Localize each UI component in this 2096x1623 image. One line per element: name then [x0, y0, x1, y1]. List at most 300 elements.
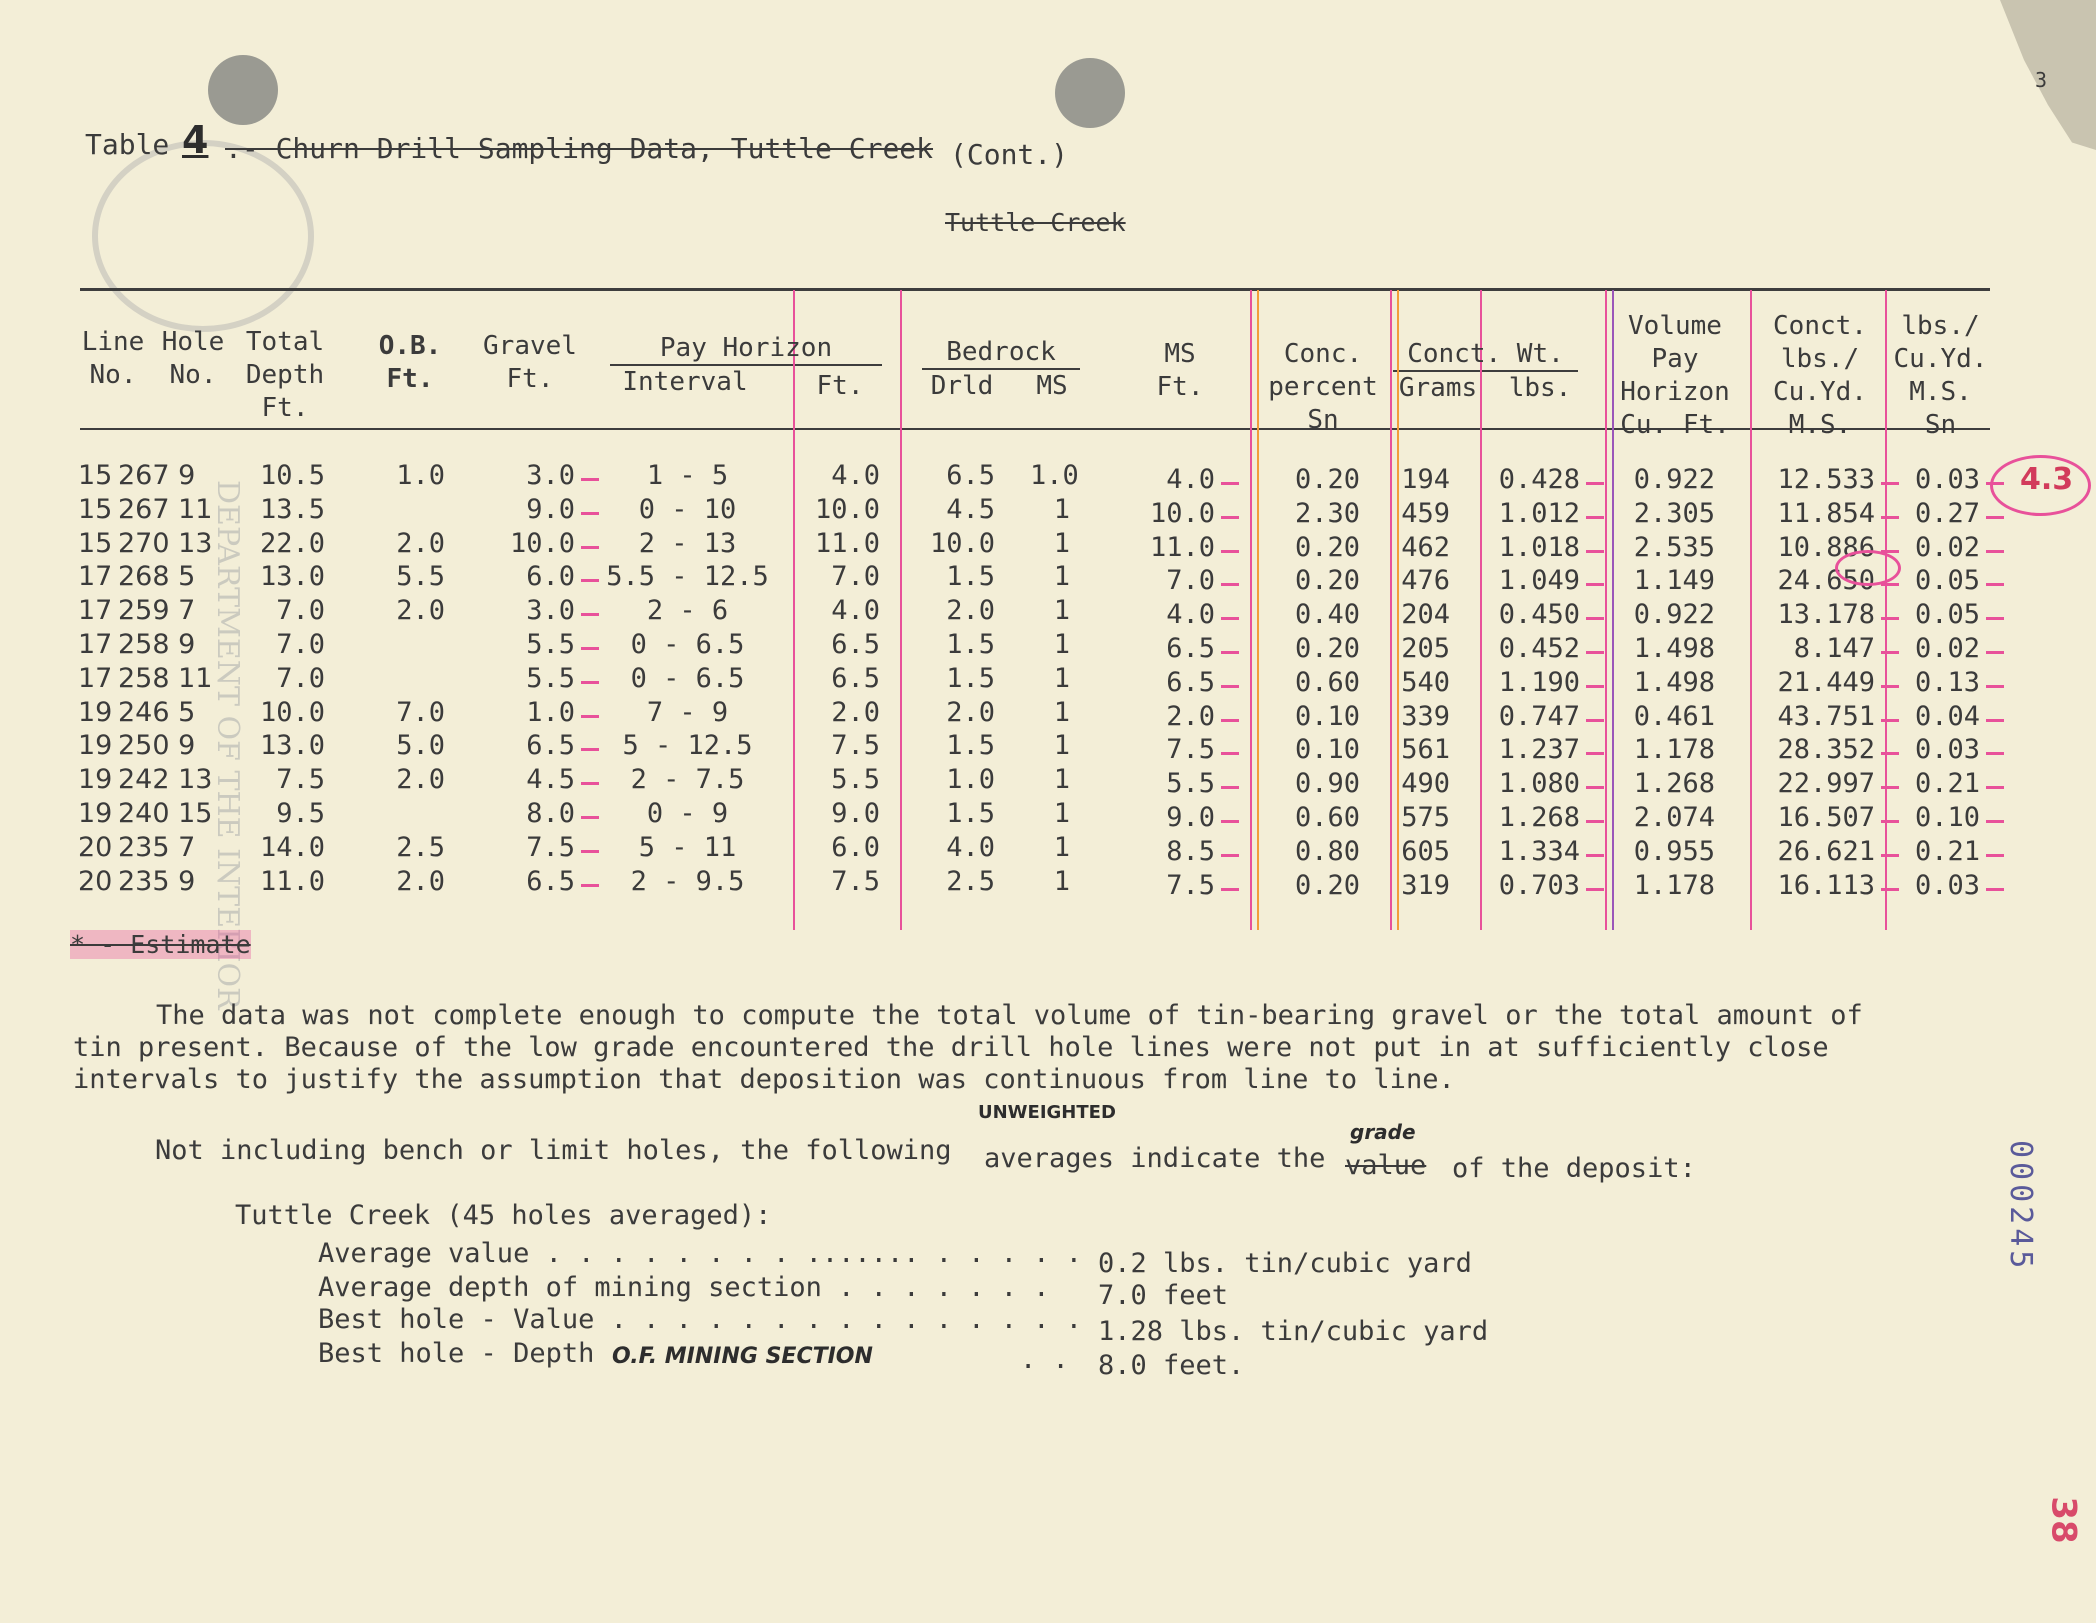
- check-mark: [1986, 786, 2004, 789]
- table-cell-line: 20: [78, 831, 113, 863]
- check-mark: [1586, 854, 1604, 857]
- table-cell-wt_lbs: 0.450: [1498, 599, 1580, 631]
- summary-label-best-value: Best hole - Value . . . . . . . . . . . . . . .: [318, 1304, 1083, 1335]
- table-cell-line: 19: [78, 764, 113, 796]
- table-cell-line: 15: [78, 493, 113, 525]
- table-cell-gravel: 1.0: [526, 696, 575, 728]
- table-cell-pay_ft: 7.5: [831, 865, 880, 897]
- table-cell-volume: 0.922: [1633, 464, 1715, 495]
- summary-value-avg-depth: 7.0 feet: [1098, 1280, 1229, 1311]
- table-cell-total_depth: 13.0: [259, 561, 325, 593]
- check-mark: [1986, 550, 2004, 553]
- paragraph-line-3: intervals to justify the assumption that deposition was continuous from line to line.: [73, 1064, 1455, 1095]
- col-header-ms-ft: MS Ft.: [1156, 339, 1204, 402]
- table-cell-conct_grams: 540: [1401, 666, 1450, 698]
- table-cell-conct_lbs_cuyd: 12.533: [1777, 464, 1875, 495]
- table-cell-pay_interval: 2 - 9.5: [630, 865, 745, 897]
- table-cell-pay_interval: 5 - 11: [638, 831, 737, 863]
- table-cell-gravel: 3.0: [526, 595, 575, 627]
- col-header-pay-interval: Interval: [622, 367, 748, 397]
- table-cell-lbs_cuyd_sn: 0.21: [1914, 768, 1980, 800]
- table-cell-pay_ft: 6.0: [831, 831, 880, 863]
- table-cell-volume: 1.498: [1633, 666, 1715, 698]
- punch-hole-left: [208, 55, 278, 125]
- struck-word: value: [1345, 1150, 1427, 1181]
- table-cell-conc_percent: 0.60: [1294, 802, 1360, 833]
- table-cell-pay_interval: 0 - 9: [646, 798, 729, 829]
- check-mark: [1986, 888, 2004, 891]
- table-cell-conc_percent: 0.20: [1294, 464, 1360, 495]
- table-cell-conct_lbs_cuyd: 26.621: [1777, 835, 1875, 867]
- check-mark: [1586, 888, 1604, 891]
- table-cell-ms_ft: 9.0: [1166, 802, 1215, 833]
- table-cell-ob: 2.0: [396, 764, 445, 796]
- check-mark: [1221, 516, 1239, 519]
- summary-label-avg-value: Average value . . . . . . . . ....... . . . . .: [318, 1238, 1083, 1269]
- table-cell-gravel: 5.5: [526, 629, 575, 660]
- summary-label-best-depth: Best hole - Depth: [318, 1338, 595, 1369]
- table-cell-pay_interval: 5 - 12.5: [622, 730, 753, 762]
- check-mark: [581, 782, 599, 785]
- check-mark: [581, 681, 599, 684]
- table-cell-ob: 2.5: [396, 831, 445, 863]
- table-cell-conc_percent: 0.90: [1294, 768, 1360, 800]
- check-mark: [1586, 550, 1604, 553]
- table-cell-gravel: 4.5: [526, 764, 575, 796]
- margin-annotation: 4.3: [2020, 462, 2074, 497]
- table-cell-wt_lbs: 0.428: [1498, 464, 1580, 495]
- table-cell-lbs_cuyd_sn: 0.03: [1914, 869, 1980, 901]
- col-header-bedrock-drld: Drld: [930, 371, 994, 401]
- check-mark: [581, 748, 599, 751]
- check-mark: [1586, 482, 1604, 485]
- table-cell-line: 15: [78, 527, 113, 559]
- table-cell-volume: 2.305: [1633, 497, 1715, 529]
- check-mark: [1586, 583, 1604, 586]
- table-cell-total_depth: 11.0: [259, 865, 325, 897]
- table-cell-hole: 235 9: [118, 865, 196, 897]
- check-mark: [581, 816, 599, 819]
- check-mark: [1986, 583, 2004, 586]
- table-cell-volume: 0.461: [1633, 700, 1715, 732]
- table-cell-hole: 268 5: [118, 561, 196, 593]
- table-cell-ms_ft: 10.0: [1149, 497, 1215, 529]
- check-mark: [1881, 482, 1899, 485]
- table-cell-bedrock_drld: 2.0: [946, 696, 995, 728]
- summary-value-best-value: 1.28 lbs. tin/cubic yard: [1098, 1316, 1489, 1347]
- seal-stamp: [92, 140, 314, 332]
- handwritten-insert: UNWEIGHTED: [978, 1102, 1116, 1123]
- table-cell-lbs_cuyd_sn: 0.02: [1914, 633, 1980, 664]
- table-cell-pay_ft: 7.0: [831, 561, 880, 593]
- check-mark: [1986, 516, 2004, 519]
- check-mark: [581, 613, 599, 616]
- check-mark: [1586, 719, 1604, 722]
- table-cell-conct_grams: 204: [1401, 599, 1450, 631]
- table-cell-conct_lbs_cuyd: 10.886: [1777, 531, 1875, 563]
- summary-value-avg-value: 0.2 lbs. tin/cubic yard: [1098, 1248, 1472, 1279]
- table-cell-conct_grams: 561: [1401, 734, 1450, 766]
- check-mark: [1881, 888, 1899, 891]
- check-mark: [1221, 651, 1239, 654]
- check-mark: [581, 884, 599, 887]
- table-cell-volume: 1.149: [1633, 565, 1715, 597]
- check-mark: [1881, 752, 1899, 755]
- table-cell-ms_ft: 7.0: [1166, 565, 1215, 597]
- table-cell-total_depth: 7.0: [276, 662, 325, 694]
- col-header-line: Line No.: [81, 327, 145, 390]
- check-mark: [581, 478, 599, 481]
- table-cell-ms_ft: 2.0: [1166, 700, 1215, 732]
- check-mark: [1221, 617, 1239, 620]
- table-cell-conc_percent: 0.10: [1294, 734, 1360, 766]
- divider: [1390, 290, 1392, 930]
- paragraph2-middle: averages indicate the: [984, 1143, 1326, 1174]
- table-cell-bedrock_drld: 2.5: [946, 865, 995, 897]
- table-cell-pay_interval: 0 - 10: [638, 493, 737, 525]
- table-cell-bedrock_ms: 1: [1053, 662, 1070, 694]
- table-cell-wt_lbs: 1.268: [1498, 802, 1580, 833]
- check-mark: [1881, 719, 1899, 722]
- table-cell-volume: 2.535: [1633, 531, 1715, 563]
- table-cell-conc_percent: 0.60: [1294, 666, 1360, 698]
- table-cell-pay_ft: 6.5: [831, 662, 880, 694]
- table-cell-hole: 246 5: [118, 696, 196, 728]
- table-cell-bedrock_drld: 6.5: [946, 460, 995, 491]
- table-cell-lbs_cuyd_sn: 0.03: [1914, 464, 1980, 495]
- check-mark: [1986, 617, 2004, 620]
- table-cell-gravel: 8.0: [526, 798, 575, 829]
- check-mark: [1986, 752, 2004, 755]
- table-cell-conct_lbs_cuyd: 21.449: [1777, 666, 1875, 698]
- table-cell-conct_grams: 476: [1401, 565, 1450, 597]
- check-mark: [581, 647, 599, 650]
- handwritten-replacement: grade: [1350, 1120, 1416, 1144]
- table-cell-lbs_cuyd_sn: 0.03: [1914, 734, 1980, 766]
- paragraph-line-1: The data was not complete enough to compute the total volume of tin-bearing gravel or the total amount of: [156, 1000, 1863, 1031]
- table-cell-lbs_cuyd_sn: 0.04: [1914, 700, 1980, 732]
- check-mark: [581, 579, 599, 582]
- table-cell-hole: 259 7: [118, 595, 196, 627]
- table-cell-conc_percent: 0.20: [1294, 531, 1360, 563]
- table-cell-conct_lbs_cuyd: 11.854: [1777, 497, 1875, 529]
- table-cell-hole: 267 9: [118, 460, 196, 491]
- table-cell-hole: 250 9: [118, 730, 196, 762]
- table-cell-gravel: 7.5: [526, 831, 575, 863]
- table-cell-bedrock_drld: 1.0: [946, 764, 995, 796]
- table-cell-line: 19: [78, 730, 113, 762]
- summary-heading: Tuttle Creek (45 holes averaged):: [235, 1200, 772, 1231]
- table-cell-conct_lbs_cuyd: 16.113: [1777, 869, 1875, 901]
- table-cell-bedrock_drld: 10.0: [929, 527, 995, 559]
- table-cell-ob: 5.0: [396, 730, 445, 762]
- value-circle: [1835, 550, 1901, 586]
- table-cell-wt_lbs: 1.018: [1498, 531, 1580, 563]
- check-mark: [1221, 719, 1239, 722]
- table-cell-ob: 5.5: [396, 561, 445, 593]
- table-cell-conct_lbs_cuyd: 8.147: [1793, 633, 1875, 664]
- table-cell-bedrock_drld: 2.0: [946, 595, 995, 627]
- table-cell-pay_ft: 11.0: [814, 527, 880, 559]
- table-cell-gravel: 3.0: [526, 460, 575, 491]
- table-cell-ms_ft: 5.5: [1166, 768, 1215, 800]
- table-cell-conct_lbs_cuyd: 24.650: [1777, 565, 1875, 597]
- table-cell-ob: 2.0: [396, 527, 445, 559]
- table-cell-hole: 258 9: [118, 629, 196, 660]
- table-cell-volume: 1.178: [1633, 869, 1715, 901]
- table-cell-total_depth: 10.0: [259, 696, 325, 728]
- check-mark: [1986, 719, 2004, 722]
- check-mark: [1986, 854, 2004, 857]
- check-mark: [581, 850, 599, 853]
- table-cell-gravel: 9.0: [526, 493, 575, 525]
- table-cell-conct_grams: 490: [1401, 768, 1450, 800]
- footnote: * - Estimate: [70, 930, 251, 959]
- table-cell-gravel: 6.5: [526, 730, 575, 762]
- table-cell-wt_lbs: 1.049: [1498, 565, 1580, 597]
- summary-suffix-best-depth: . .: [1020, 1344, 1069, 1375]
- table-cell-bedrock_drld: 1.5: [946, 730, 995, 762]
- table-cell-line: 19: [78, 696, 113, 728]
- table-cell-gravel: 6.5: [526, 865, 575, 897]
- table-cell-conc_percent: 0.20: [1294, 869, 1360, 901]
- table-cell-pay_ft: 4.0: [831, 595, 880, 627]
- table-cell-wt_lbs: 1.334: [1498, 835, 1580, 867]
- table-cell-lbs_cuyd_sn: 0.21: [1914, 835, 1980, 867]
- divider: [1885, 290, 1887, 930]
- table-cell-wt_lbs: 0.452: [1498, 633, 1580, 664]
- summary-label-avg-depth: Average depth of mining section . . . . . . .: [318, 1272, 1050, 1303]
- table-cell-ms_ft: 4.0: [1166, 599, 1215, 631]
- check-mark: [1881, 820, 1899, 823]
- check-mark: [1586, 820, 1604, 823]
- table-cell-ms_ft: 6.5: [1166, 633, 1215, 664]
- table-cell-line: 17: [78, 629, 113, 660]
- table-cell-bedrock_ms: 1: [1053, 865, 1070, 897]
- table-cell-bedrock_drld: 4.5: [946, 493, 995, 525]
- check-mark: [581, 546, 599, 549]
- check-mark: [1586, 516, 1604, 519]
- page-mark: 3: [2035, 68, 2048, 92]
- col-header-gravel: Gravel Ft.: [483, 331, 577, 394]
- col-header-conct-lbs: Conct. lbs./ Cu.Yd. M.S.: [1773, 311, 1867, 440]
- table-cell-conct_grams: 194: [1401, 464, 1450, 495]
- table-cell-lbs_cuyd_sn: 0.13: [1914, 666, 1980, 698]
- table-cell-pay_ft: 5.5: [831, 764, 880, 796]
- table-cell-pay_ft: 7.5: [831, 730, 880, 762]
- paragraph2-start: Not including bench or limit holes, the following: [155, 1135, 952, 1166]
- paragraph2-end: of the deposit:: [1452, 1153, 1696, 1184]
- paragraph-line-2: tin present. Because of the low grade encountered the drill hole lines were not put in at sufficiently close: [73, 1032, 1829, 1063]
- check-mark: [1586, 651, 1604, 654]
- group-header-conct-wt: Conct. Wt.: [1407, 339, 1564, 369]
- table-cell-bedrock_ms: 1: [1053, 629, 1070, 660]
- table-cell-line: 17: [78, 595, 113, 627]
- table-cell-wt_lbs: 1.190: [1498, 666, 1580, 698]
- table-cell-conct_grams: 575: [1401, 802, 1450, 833]
- col-header-hole: Hole No.: [161, 327, 225, 390]
- table-cell-bedrock_ms: 1: [1053, 730, 1070, 762]
- table-cell-line: 17: [78, 662, 113, 694]
- table-cell-bedrock_drld: 4.0: [946, 831, 995, 863]
- check-mark: [1586, 617, 1604, 620]
- table-cell-volume: 2.074: [1633, 802, 1715, 833]
- table-cell-bedrock_drld: 1.5: [946, 662, 995, 694]
- table-cell-conct_grams: 462: [1401, 531, 1450, 563]
- check-mark: [1221, 685, 1239, 688]
- check-mark: [581, 715, 599, 718]
- table-cell-conc_percent: 2.30: [1294, 497, 1360, 529]
- table-cell-wt_lbs: 1.080: [1498, 768, 1580, 800]
- table-title: .- Churn Drill Sampling Data, Tuttle Creek: [225, 132, 934, 165]
- col-header-pay-ft: Ft.: [816, 371, 864, 401]
- table-cell-conct_lbs_cuyd: 43.751: [1777, 700, 1875, 732]
- table-cell-bedrock_ms: 1: [1053, 696, 1070, 728]
- table-cell-bedrock_drld: 1.5: [946, 798, 995, 829]
- table-cell-wt_lbs: 1.012: [1498, 497, 1580, 529]
- table-cell-ms_ft: 11.0: [1149, 531, 1215, 563]
- table-cell-conct_grams: 319: [1401, 869, 1450, 901]
- table-cell-line: 15: [78, 460, 113, 491]
- check-mark: [1881, 685, 1899, 688]
- check-mark: [1221, 888, 1239, 891]
- group-header-pay-horizon: Pay Horizon: [659, 333, 833, 363]
- side-number: 000245: [2003, 1140, 2038, 1273]
- table-cell-conct_lbs_cuyd: 28.352: [1777, 734, 1875, 766]
- table-cell-hole: 240 15: [118, 798, 213, 829]
- table-cell-conc_percent: 0.20: [1294, 633, 1360, 664]
- table-cell-pay_interval: 0 - 6.5: [630, 662, 745, 694]
- table-cell-pay_interval: 0 - 6.5: [630, 629, 745, 660]
- table-cell-bedrock_ms: 1: [1053, 798, 1070, 829]
- table-cell-ob: 2.0: [396, 595, 445, 627]
- table-cell-gravel: 6.0: [526, 561, 575, 593]
- table-cell-bedrock_ms: 1: [1053, 527, 1070, 559]
- table-cell-total_depth: 13.0: [259, 730, 325, 762]
- table-cell-volume: 0.955: [1633, 835, 1715, 867]
- table-cell-pay_ft: 10.0: [814, 493, 880, 525]
- table-cell-total_depth: 13.5: [259, 493, 325, 525]
- table-cell-ms_ft: 8.5: [1166, 835, 1215, 867]
- table-cell-bedrock_drld: 1.5: [946, 629, 995, 660]
- table-cell-volume: 0.922: [1633, 599, 1715, 631]
- table-cell-pay_ft: 6.5: [831, 629, 880, 660]
- table-cell-lbs_cuyd_sn: 0.10: [1914, 802, 1980, 833]
- table-cell-ob: 7.0: [396, 696, 445, 728]
- table-label: Table: [85, 128, 170, 161]
- table-cell-ms_ft: 6.5: [1166, 666, 1215, 698]
- check-mark: [1221, 550, 1239, 553]
- table-cell-line: 19: [78, 798, 113, 829]
- table-cell-pay_ft: 2.0: [831, 696, 880, 728]
- check-mark: [1881, 516, 1899, 519]
- table-cell-hole: 235 7: [118, 831, 196, 863]
- check-mark: [1986, 651, 2004, 654]
- divider: [793, 290, 795, 930]
- divider: [900, 290, 902, 930]
- table-cell-hole: 242 13: [118, 764, 213, 796]
- table-cell-conc_percent: 0.80: [1294, 835, 1360, 867]
- check-mark: [1586, 752, 1604, 755]
- table-cell-conc_percent: 0.40: [1294, 599, 1360, 631]
- table-cell-bedrock_ms: 1: [1053, 764, 1070, 796]
- check-mark: [1586, 685, 1604, 688]
- check-mark: [1881, 651, 1899, 654]
- table-cell-lbs_cuyd_sn: 0.02: [1914, 531, 1980, 563]
- col-header-conc-percent: Conc. percent Sn: [1268, 339, 1378, 435]
- table-cell-bedrock_ms: 1: [1053, 493, 1070, 525]
- check-mark: [1881, 854, 1899, 857]
- col-header-lbs-sn: lbs./ Cu.Yd. M.S. Sn: [1893, 311, 1988, 440]
- table-cell-total_depth: 14.0: [259, 831, 325, 863]
- table-cell-ms_ft: 7.5: [1166, 869, 1215, 901]
- col-header-volume: Volume Pay Horizon Cu. Ft.: [1620, 311, 1730, 440]
- table-cell-ob: 2.0: [396, 865, 445, 897]
- table-cell-conct_lbs_cuyd: 13.178: [1777, 599, 1875, 631]
- table-cell-bedrock_drld: 1.5: [946, 561, 995, 593]
- table-cell-conct_grams: 205: [1401, 633, 1450, 664]
- table-cell-total_depth: 22.0: [259, 527, 325, 559]
- check-mark: [1881, 786, 1899, 789]
- table-cell-bedrock_ms: 1: [1053, 561, 1070, 593]
- table-cell-ms_ft: 4.0: [1166, 464, 1215, 495]
- col-header-conct-grams: Grams: [1398, 373, 1478, 403]
- divider: [1750, 290, 1752, 930]
- table-cell-volume: 1.498: [1633, 633, 1715, 664]
- table-title-suffix: (Cont.): [950, 138, 1069, 171]
- table-cell-conct_lbs_cuyd: 22.997: [1777, 768, 1875, 800]
- corner-page-number: 38: [2043, 1496, 2084, 1544]
- table-cell-line: 17: [78, 561, 113, 593]
- table-cell-total_depth: 9.5: [276, 798, 325, 829]
- table-cell-volume: 1.268: [1633, 768, 1715, 800]
- table-cell-ob: 1.0: [396, 460, 445, 491]
- check-mark: [1986, 685, 2004, 688]
- table-cell-pay_interval: 1 - 5: [646, 460, 729, 491]
- table-cell-pay_ft: 9.0: [831, 798, 880, 829]
- check-mark: [1586, 786, 1604, 789]
- table-cell-bedrock_ms: 1.0: [1030, 460, 1079, 491]
- table-cell-pay_interval: 2 - 13: [638, 527, 737, 559]
- table-cell-pay_interval: 5.5 - 12.5: [606, 561, 769, 593]
- table-cell-conct_grams: 339: [1401, 700, 1450, 732]
- check-mark: [1221, 482, 1239, 485]
- table-cell-conc_percent: 0.10: [1294, 700, 1360, 732]
- table-cell-gravel: 5.5: [526, 662, 575, 694]
- table-cell-hole: 258 11: [118, 662, 213, 694]
- check-mark: [1986, 820, 2004, 823]
- check-mark: [1221, 583, 1239, 586]
- table-cell-conct_grams: 459: [1401, 497, 1450, 529]
- table-cell-conc_percent: 0.20: [1294, 565, 1360, 597]
- col-header-bedrock-ms: MS: [1036, 371, 1068, 401]
- check-mark: [1221, 820, 1239, 823]
- table-cell-conct_lbs_cuyd: 16.507: [1777, 802, 1875, 833]
- table-top-rule: [80, 288, 1990, 291]
- punch-hole-right: [1055, 58, 1125, 128]
- table-cell-lbs_cuyd_sn: 0.27: [1914, 497, 1980, 529]
- table-cell-wt_lbs: 0.703: [1498, 869, 1580, 901]
- table-cell-total_depth: 7.0: [276, 595, 325, 627]
- table-cell-hole: 270 13: [118, 527, 213, 559]
- divider: [1605, 290, 1607, 930]
- check-mark: [1221, 752, 1239, 755]
- table-cell-volume: 1.178: [1633, 734, 1715, 766]
- table-cell-total_depth: 7.0: [276, 629, 325, 660]
- received-stamp: DEPARTMENT OF THE INTERIOR: [210, 480, 245, 1010]
- table-cell-pay_ft: 4.0: [831, 460, 880, 491]
- table-cell-line: 20: [78, 865, 113, 897]
